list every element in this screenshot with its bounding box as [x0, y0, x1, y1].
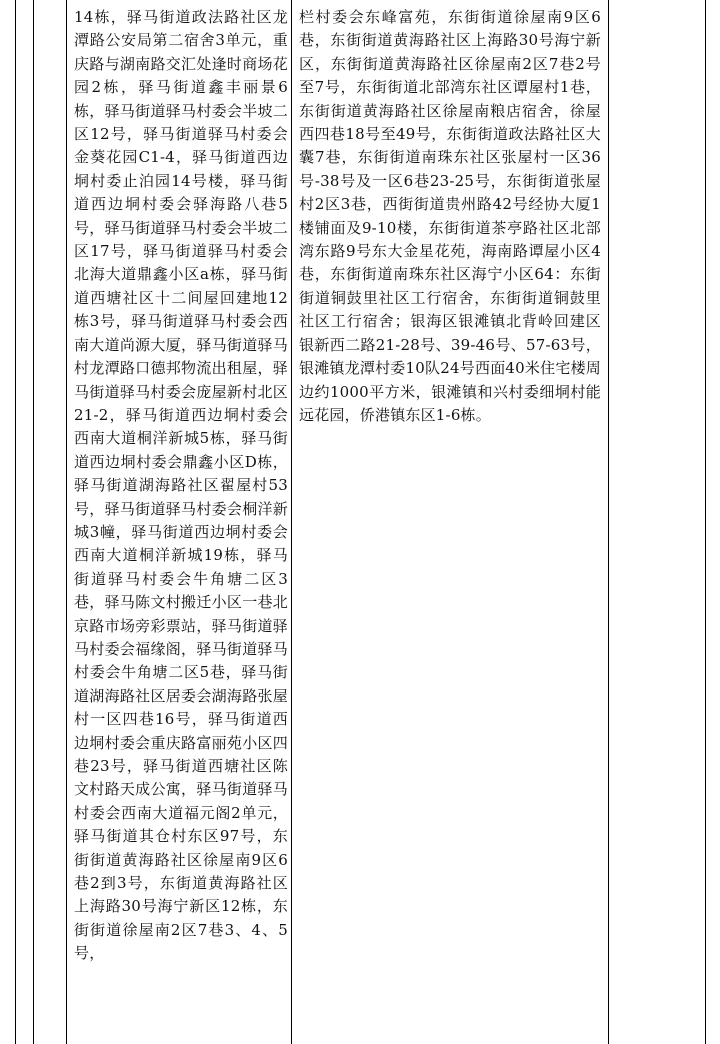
table-border-line — [66, 0, 67, 1044]
table-border-line — [291, 0, 292, 1044]
table-border-line — [15, 0, 16, 1044]
table-cell-address-list-left: 14栋，驿马街道政法路社区龙潭路公安局第二宿舍3单元，重庆路与湖南路交汇处逢时商场花园2栋，驿马街道鑫丰丽景6栋，驿马街道驿马村委会半坡二区12号，驿马街道驿马村委会金葵花园C1-4，驿马街道西边垌村委止泊园14号楼，驿马街道西边垌村委会驿海路八巷5号，驿马街道驿马村委会半坡二区17号，驿马街道驿马村委会北海大道鼎鑫小区a栋，驿马街道西塘社区十二间屋回建地12栋3号，驿马街道驿马村委会西南大道尚源大厦，驿马街道驿马村龙潭路口德邦物流出租屋，驿马街道驿马村委会庞屋新村北区21-2，驿马街道西边垌村委会西南大道桐洋新城5栋，驿马街道西边垌村委会鼎鑫小区D栋，驿马街道湖海路社区翟屋村53号，驿马街道驿马村委会桐洋新城3幢，驿马街道西边垌村委会西南大道桐洋新城19栋，驿马街道驿马村委会牛角塘二区3巷，驿马陈文村搬迁小区一巷北京路市场旁彩票站，驿马街道驿马村委会福缘阁，驿马街道驿马村委会牛角塘二区5巷，驿马街道湖海路社区居委会湖海路张屋村一区四巷16号，驿马街道西边垌村委会重庆路富丽苑小区四巷23号，驿马街道西塘社区陈文村路天成公寓，驿马街道驿马村委会西南大道福元阁2单元，驿马街道其仓村东区97号，东街街道黄海路社区徐屋南9区6巷2到3号，东街道黄海路社区上海路30号海宁新区12栋，东街街道徐屋南2区7巷3、4、5号， — [74, 8, 288, 963]
table-border-line — [608, 0, 609, 1044]
table-border-line — [33, 0, 34, 1044]
table-border-line — [705, 0, 706, 1044]
table-cell-address-list-right: 栏村委会东峰富苑，东街街道徐屋南9区6巷，东街街道黄海路社区上海路30号海宁新区，东街街道黄海路社区徐屋南2区7巷2号至7号，东街街道北部湾东社区谭屋村1巷，东街街道黄海路社区徐屋南粮店宿舍，徐屋西四巷18号至49号，东街街道政法路社区大囊7巷，东街街道南珠东社区张屋村一区36号-38号及一区6巷23-25号，东街街道张屋村2区3巷，西街街道贵州路42号经协大厦1楼铺面及9-10楼，东街街道茶亭路社区北部湾东路9号东大金星花苑，海南路谭屋小区4巷，东街街道南珠东社区海宁小区64：东街街道铜鼓里社区工行宿舍，东街街道铜鼓里社区工行宿舍；银海区银滩镇北背岭回建区银新西二路21-28号、39-46号、57-63号，银滩镇龙潭村委10队24号西面40米住宅楼周边约1000平方米，银滩镇和兴村委细垌村能远花园，侨港镇东区1-6栋。 — [299, 8, 601, 424]
